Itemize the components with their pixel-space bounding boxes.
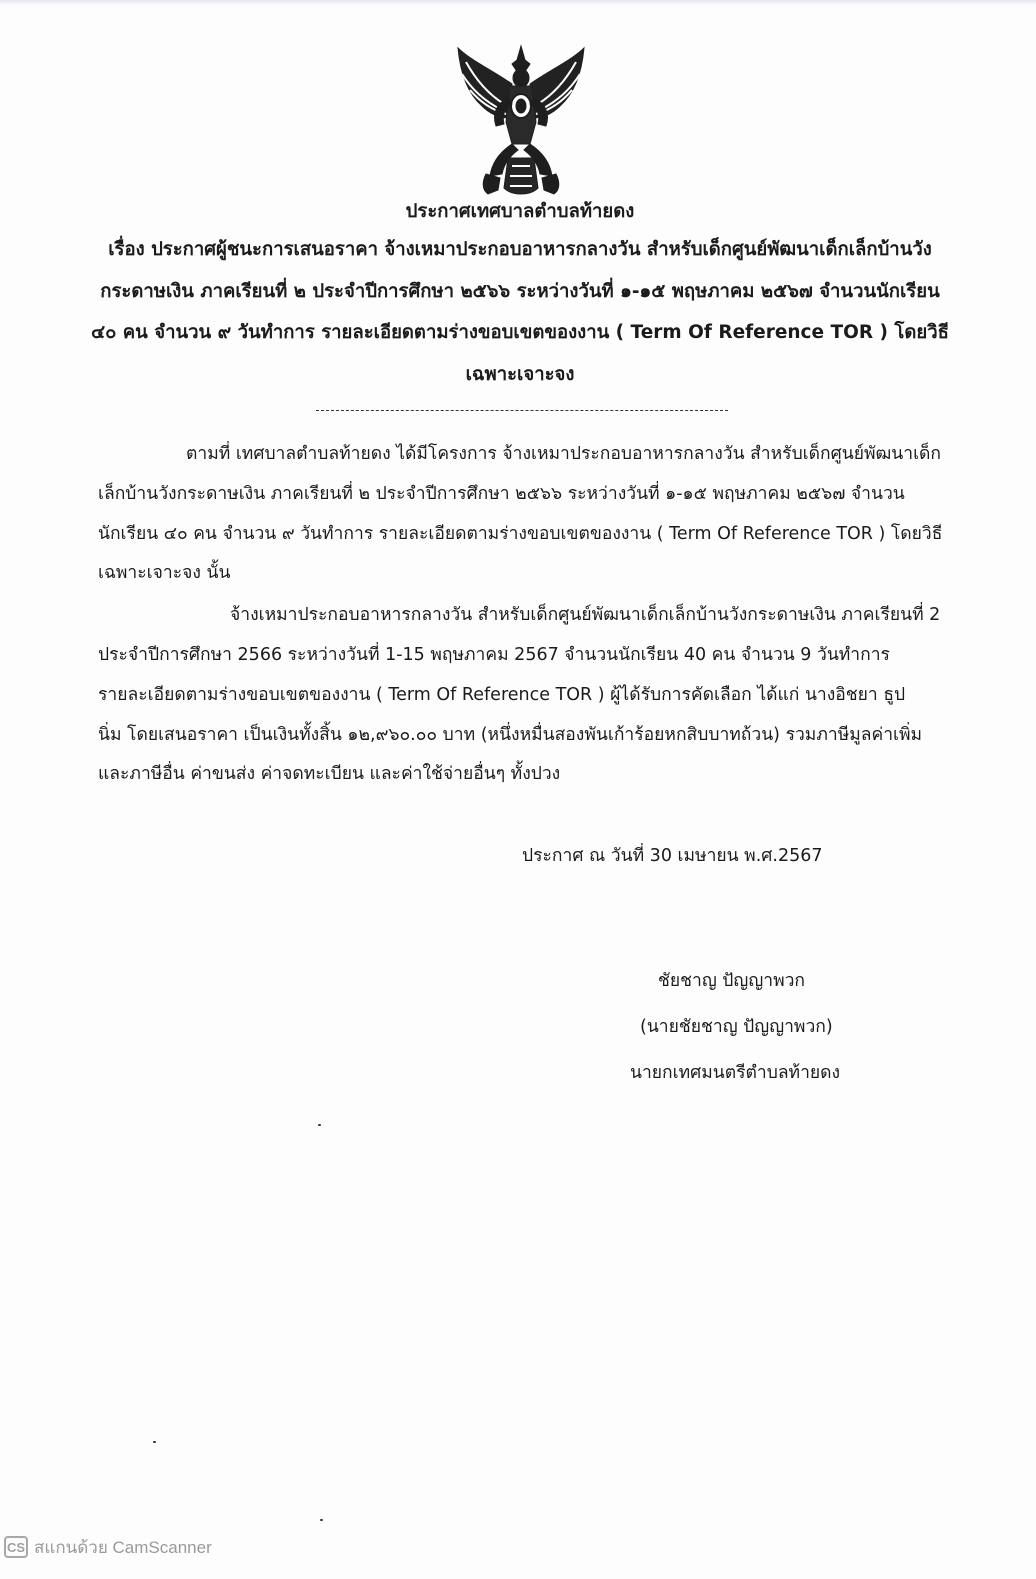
paragraph-1-line-3: นักเรียน ๔๐ คน จำนวน ๙ วันทำการ รายละเอียดตามร่างขอบเขตของงาน ( Term Of Reference TOR ) โดยวิธี (98, 524, 943, 544)
signature: ชัยชาญ ปัญญาพวก (658, 971, 806, 991)
garuda-emblem-icon (452, 40, 590, 200)
signer-position: นายกเทศมนตรีตำบลท้ายดง (630, 1063, 841, 1083)
subject-line-1: เรื่อง ประกาศผู้ชนะการเสนอราคา จ้างเหมาประกอบอาหารกลางวัน สำหรับเด็กศูนย์พัฒนาเด็กเล็กบ้านวัง (108, 239, 932, 260)
subject-line-3: ๔๐ คน จำนวน ๙ วันทำการ รายละเอียดตามร่างขอบเขตของงาน ( Term Of Reference TOR ) โดยวิธี (91, 322, 949, 343)
scan-speck (320, 1519, 323, 1521)
paragraph-1-line-4: เฉพาะเจาะจง นั้น (98, 563, 231, 583)
camscanner-text: สแกนด้วย CamScanner (34, 1537, 212, 1557)
section-divider (316, 410, 728, 411)
document-title: ประกาศเทศบาลตำบลท้ายดง (405, 201, 635, 222)
camscanner-logo-icon: CS (4, 1536, 28, 1558)
paragraph-2-line-2: ประจำปีการศึกษา 2566 ระหว่างวันที่ 1-15 พฤษภาคม 2567 จำนวนนักเรียน 40 คน จำนวน 9 วันทำการ (98, 645, 890, 665)
subject-line-4: เฉพาะเจาะจง (465, 364, 575, 385)
announce-date: ประกาศ ณ วันที่ 30 เมษายน พ.ศ.2567 (522, 846, 823, 866)
paragraph-2-line-5: และภาษีอื่น ค่าขนส่ง ค่าจดทะเบียน และค่าใช้จ่ายอื่นๆ ทั้งปวง (98, 764, 561, 784)
paragraph-1-line-2: เล็กบ้านวังกระดาษเงิน ภาคเรียนที่ ๒ ประจำปีการศึกษา ๒๕๖๖ ระหว่างวันที่ ๑-๑๕ พฤษภาคม ๒๕๖๗ จำนวน (98, 484, 905, 504)
camscanner-footer (4, 1535, 212, 1559)
subject-line-2: กระดาษเงิน ภาคเรียนที่ ๒ ประจำปีการศึกษา ๒๕๖๖ ระหว่างวันที่ ๑-๑๕ พฤษภาคม ๒๕๖๗ จำนวนนักเรียน (100, 281, 940, 302)
paragraph-2-line-4: นิ่ม โดยเสนอราคา เป็นเงินทั้งสิ้น ๑๒,๙๖๐.๐๐ บาท (หนึ่งหมื่นสองพันเก้าร้อยหกสิบบาทถ้วน) รวมภาษีมูลค่าเพิ่ม (98, 725, 923, 745)
signer-name: (นายชัยชาญ ปัญญาพวก) (640, 1017, 833, 1037)
scan-speck (318, 1124, 321, 1126)
paragraph-2-line-1: จ้างเหมาประกอบอาหารกลางวัน สำหรับเด็กศูนย์พัฒนาเด็กเล็กบ้านวังกระดาษเงิน ภาคเรียนที่ 2 (230, 605, 941, 625)
paragraph-2-line-3: รายละเอียดตามร่างขอบเขตของงาน ( Term Of Reference TOR ) ผู้ได้รับการคัดเลือก ได้แก่ นางอิชยา ธูป (98, 685, 906, 705)
scan-speck (153, 1441, 156, 1443)
paragraph-1-line-1: ตามที่ เทศบาลตำบลท้ายดง ได้มีโครงการ จ้างเหมาประกอบอาหารกลางวัน สำหรับเด็กศูนย์พัฒนาเด็ก (186, 444, 942, 464)
scan-edge (0, 0, 1036, 6)
